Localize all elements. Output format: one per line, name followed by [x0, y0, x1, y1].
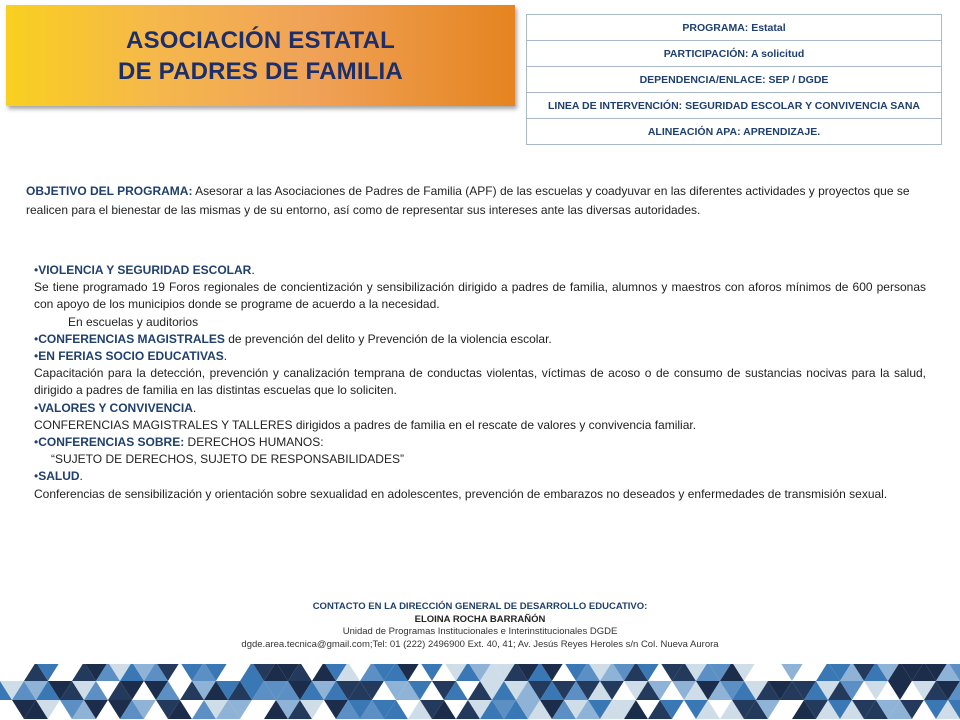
title-banner [6, 5, 515, 106]
sobre-sub: “SUJETO DE DERECHOS, SUJETO DE RESPONSABILIDADES” [51, 452, 404, 467]
footer-contact-name: ELOINA ROCHA BARRAÑÓN [414, 613, 546, 625]
ferias-text: Capacitación para la detección, prevención y canalización temprana de conductas violentas, víctimas de acoso o de consumo de sustancias nocivas para la salud, dirigido a padres de familia en las distintas escuelas que lo soliciten. [34, 366, 926, 398]
objective-text: Asesorar a las Asociaciones de Padres de Familia (APF) de las escuelas y coadyuvar en las diferentes actividades y proyectos que se realicen para el bienestar de las mismas y de su entorno, así como de representar sus intereses ante las diversas autoridades. [26, 184, 910, 217]
bullet-icon: • [34, 263, 39, 277]
info-participacion: PARTICIPACIÓN: A solicitud [527, 41, 942, 67]
bullet-icon: • [34, 349, 39, 364]
section-sobre-heading [34, 434, 926, 451]
info-dependencia: DEPENDENCIA/ENLACE: SEP / DGDE [527, 67, 942, 93]
sobre-title: CONFERENCIAS SOBRE: [38, 435, 185, 450]
section-valores-heading: •VALORES Y CONVIVENCIA. [34, 400, 197, 415]
valores-title: VALORES Y CONVIVENCIA [38, 400, 193, 415]
violencia-title: VIOLENCIA Y SEGURIDAD ESCOLAR [38, 263, 252, 277]
section-salud-heading: •SALUD. [34, 469, 83, 484]
footer-unit: Unidad de Programas Institucionales e Interinstitucionales DGDE [342, 626, 618, 637]
objective-label: OBJETIVO DEL PROGRAMA: [26, 184, 193, 198]
program-info-table [526, 14, 942, 145]
conferencias-text: de prevención del delito y Prevención de la violencia escolar. [224, 331, 552, 346]
contact-footer [0, 601, 960, 651]
bullet-icon: • [34, 400, 39, 415]
bullet-icon: • [34, 331, 39, 346]
violencia-text: Se tiene programado 19 Foros regionales de concientización y sensibilización dirigido a padres de familia, alumnos y maestros con aforos mínimos de 600 personas con apoyo de los municipios donde se programe de acuerdo a la necesidad. [34, 280, 926, 312]
section-violencia-heading: •VIOLENCIA Y SEGURIDAD ESCOLAR. [34, 263, 255, 277]
bullet-icon: • [34, 469, 39, 484]
title-line-2: DE PADRES DE FAMILIA [118, 57, 403, 85]
salud-text: Conferencias de sensibilización y orientación sobre sexualidad en adolescentes, prevención de embarazos no deseados y enfermedades de transmisión sexual. [34, 486, 888, 501]
salud-title: SALUD [38, 469, 80, 484]
footer-contact-details: dgde.area.tecnica@gmail.com;Tel: 01 (222) 2496900 Ext. 40, 41; Av. Jesús Reyes Heroles s/n Col. Nueva Aurora [241, 638, 719, 650]
footer-contact-heading: CONTACTO EN LA DIRECCIÓN GENERAL DE DESARROLLO EDUCATIVO: [312, 601, 648, 612]
sobre-text: DERECHOS HUMANOS: [184, 435, 324, 450]
violencia-sub: En escuelas y auditorios [68, 314, 199, 329]
ferias-title: EN FERIAS SOCIO EDUCATIVAS [38, 349, 224, 364]
pattern-tiles [0, 664, 960, 719]
title-line-1: ASOCIACIÓN ESTATAL [126, 26, 395, 54]
decorative-triangle-pattern [0, 664, 960, 720]
program-objective [26, 182, 930, 220]
program-activities [34, 262, 926, 503]
section-conferencias-heading [34, 331, 926, 348]
info-alineacion: ALINEACIÓN APA: APRENDIZAJE. [527, 119, 942, 145]
bullet-icon: • [34, 435, 39, 450]
valores-text: CONFERENCIAS MAGISTRALES Y TALLERES dirigidos a padres de familia en el rescate de valores y convivencia familiar. [34, 417, 697, 432]
info-programa: PROGRAMA: Estatal [527, 15, 942, 41]
info-linea-intervencion: LINEA DE INTERVENCIÓN: SEGURIDAD ESCOLAR Y CONVIVENCIA SANA [527, 93, 942, 119]
section-ferias-heading: •EN FERIAS SOCIO EDUCATIVAS. [34, 349, 228, 364]
conferencias-title: CONFERENCIAS MAGISTRALES [38, 331, 225, 346]
